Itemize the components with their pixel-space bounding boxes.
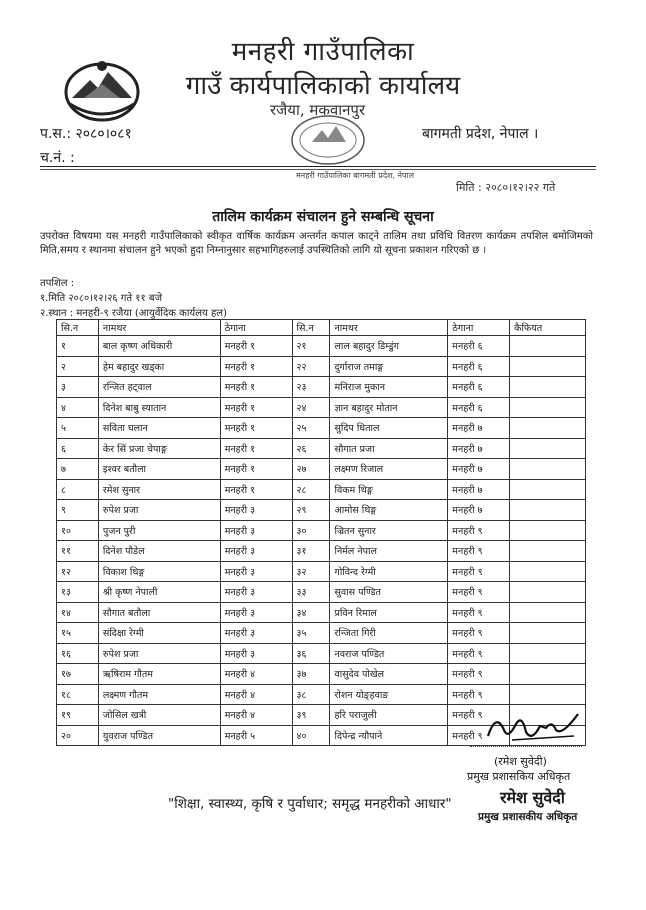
office-stamp-icon [282, 112, 415, 184]
cell-address-2: मनहरी ६ [448, 377, 510, 398]
table-row [57, 684, 586, 705]
cell-serial-2: २८ [292, 479, 330, 500]
cell-address-2: मनहरी ७ [448, 418, 510, 439]
cell-serial: १० [57, 520, 99, 541]
cell-address-2: मनहरी ९ [448, 561, 510, 582]
cell-address-2: मनहरी ९ [448, 684, 510, 705]
cell-address-2: मनहरी ६ [448, 356, 510, 377]
cell-name: सौगात बतौला [98, 602, 220, 623]
cell-name-2: दिपेन्द्र न्यौपाने [330, 725, 448, 746]
cell-serial-2: ३० [292, 520, 330, 541]
cell-name-2: निर्मल नेपाल [330, 541, 448, 562]
dispatch-number: च.नं. : [40, 150, 75, 166]
notice-title: तालिम कार्यक्रम संचालन हुने सम्बन्धि सूचना [212, 209, 434, 225]
cell-address-2: मनहरी ९ [448, 602, 510, 623]
cell-serial: ८ [57, 479, 99, 500]
cell-remarks [510, 500, 586, 521]
cell-address-2: मनहरी ६ [448, 336, 510, 357]
table-row [57, 418, 586, 439]
cell-serial: १५ [57, 623, 99, 644]
cell-address: मनहरी ३ [220, 520, 292, 541]
cell-address-2: मनहरी ६ [448, 397, 510, 418]
cell-serial-2: २९ [292, 500, 330, 521]
cell-serial-2: ३८ [292, 684, 330, 705]
cell-serial: ७ [57, 459, 99, 480]
header-address-2: ठेगाना [448, 320, 510, 336]
signature-line [470, 746, 582, 747]
table-row [57, 582, 586, 603]
cell-remarks [510, 520, 586, 541]
cell-remarks [510, 541, 586, 562]
cell-serial-2: २१ [292, 336, 330, 357]
municipality-motto: "शिक्षा, स्वास्थ्य, कृषि र पुर्वाधार; समृद्ध मनहरीको आधार" [168, 796, 452, 812]
cell-name: रुपेश प्रजा [98, 500, 220, 521]
table-row [57, 664, 586, 685]
cell-address: मनहरी १ [220, 377, 292, 398]
cell-address-2: मनहरी ९ [448, 643, 510, 664]
table-row [57, 397, 586, 418]
signatory-name: (रमेश सुवेदी) [494, 755, 547, 768]
cell-address-2: मनहरी ७ [448, 479, 510, 500]
cell-address: मनहरी ३ [220, 561, 292, 582]
cell-name: लक्ष्मण गौतम [98, 684, 220, 705]
cell-address-2: मनहरी ७ [448, 459, 510, 480]
cell-serial: १ [57, 336, 99, 357]
cell-serial: २ [57, 356, 99, 377]
cell-remarks [510, 479, 586, 500]
office-location: रजैया, मकवानपुर [270, 101, 366, 119]
cell-address: मनहरी ३ [220, 541, 292, 562]
cell-name-2: रन्जिता गिरी [330, 623, 448, 644]
cell-address-2: मनहरी ९ [448, 520, 510, 541]
cell-name: युवराज पण्डित [98, 725, 220, 746]
notice-body: उपरोक्त विषयमा यस मनहरी गाउँपालिकाको स्वीकृत वार्षिक कार्यक्रम अन्तर्गत कपाल काट्ने तालिम तथा प्रविधि वितरण कार्यक्रम तपशिल बमोजिमको मिति,समय र स्थानमा संचालन हुने भएको हुदा निम्नानुसार सहभागिहरुलाई उपस्थितिको लागि यो सूचना प्रकाशन गरिएको छ । [40, 231, 593, 256]
header-serial-2: सि.न [292, 320, 330, 336]
table-row [57, 500, 586, 521]
cell-address-2: मनहरी ७ [448, 500, 510, 521]
cell-name-2: मनिराज मुकान [330, 377, 448, 398]
cell-name: श्री कृष्ण नेपाली [98, 582, 220, 603]
cell-address-2: मनहरी ९ [448, 582, 510, 603]
stamp-text: मनहरी गाउँपालिका बागमती प्रदेश, नेपाल [296, 171, 415, 180]
cell-serial-2: २७ [292, 459, 330, 480]
table-row [57, 561, 586, 582]
cell-remarks [510, 561, 586, 582]
reference-number: प.स.: २०८०।०८१ [40, 126, 132, 142]
cell-name: जोसिल खत्री [98, 705, 220, 726]
table-row [57, 459, 586, 480]
cell-remarks [510, 684, 586, 705]
cell-name-2: ज्रितन सुनार [330, 520, 448, 541]
cell-name: रमेश सुनार [98, 479, 220, 500]
cell-remarks [510, 336, 586, 357]
cell-remarks [510, 582, 586, 603]
cell-serial: १८ [57, 684, 99, 705]
cell-serial: ४ [57, 397, 99, 418]
cell-name-2: आमोस थिङ्ग [330, 500, 448, 521]
cell-name: केर सिं प्रजा चेपाङ्ग [98, 438, 220, 459]
cell-name-2: हरि पराजुली [330, 705, 448, 726]
cell-serial-2: २३ [292, 377, 330, 398]
cell-name: दिनेश बाबु स्यातान [98, 397, 220, 418]
table-row [57, 602, 586, 623]
notice-date: मिति : २०८०।१२।२२ गते [456, 181, 556, 194]
participant-table [56, 319, 586, 746]
cell-serial: ९ [57, 500, 99, 521]
cell-serial: १६ [57, 643, 99, 664]
cell-address: मनहरी १ [220, 418, 292, 439]
training-venue: २.स्थान : मनहरी-९ रजैया (आयुर्वेदिक कार्यलय हल) [40, 308, 227, 319]
cell-remarks [510, 418, 586, 439]
cell-address: मनहरी १ [220, 479, 292, 500]
cell-address: मनहरी १ [220, 397, 292, 418]
cell-address-2: मनहरी ९ [448, 623, 510, 644]
cell-remarks [510, 356, 586, 377]
cell-name-2: दुर्गाराज तमाङ्ग [330, 356, 448, 377]
cell-serial: १३ [57, 582, 99, 603]
cell-name-2: ज्ञान बहादुर मोतान [330, 397, 448, 418]
cell-serial: १७ [57, 664, 99, 685]
table-row [57, 541, 586, 562]
cell-serial: ५ [57, 418, 99, 439]
table-row [57, 479, 586, 500]
cell-serial-2: ३९ [292, 705, 330, 726]
table-row [57, 623, 586, 644]
stamped-designation: प्रमुख प्रशासकीय अधिकृत [478, 811, 578, 823]
cell-address: मनहरी ४ [220, 684, 292, 705]
office-name: गाउँ कार्यपालिकाको कार्यालय [185, 71, 461, 101]
cell-serial: २० [57, 725, 99, 746]
cell-serial-2: ३६ [292, 643, 330, 664]
table-row [57, 643, 586, 664]
cell-name: बाल कृष्ण अधिकारी [98, 336, 220, 357]
cell-serial: ६ [57, 438, 99, 459]
cell-name: ऋषिराम गौतम [98, 664, 220, 685]
cell-name-2: गोविन्द रेग्मी [330, 561, 448, 582]
details-label: तपशिल : [40, 278, 75, 289]
cell-serial-2: ४० [292, 725, 330, 746]
cell-name-2: विकम थिङ्ग [330, 479, 448, 500]
province-address: बागमती प्रदेश, नेपाल । [422, 126, 539, 142]
cell-serial: ३ [57, 377, 99, 398]
header-divider [40, 166, 596, 167]
table-row [57, 336, 586, 357]
cell-address: मनहरी ५ [220, 725, 292, 746]
table-row [57, 438, 586, 459]
cell-name-2: प्रविन रिमाल [330, 602, 448, 623]
cell-address-2: मनहरी ९ [448, 664, 510, 685]
table-row [57, 520, 586, 541]
header-address: ठेगाना [220, 320, 292, 336]
cell-serial-2: ३७ [292, 664, 330, 685]
cell-name: इश्वर बतौला [98, 459, 220, 480]
cell-address: मनहरी ३ [220, 643, 292, 664]
cell-serial: १२ [57, 561, 99, 582]
header-remarks: कैफियत [510, 320, 586, 336]
cell-address: मनहरी १ [220, 438, 292, 459]
cell-remarks [510, 623, 586, 644]
header-name: नामथर [98, 320, 220, 336]
header-divider-secondary [40, 169, 596, 170]
cell-serial: १४ [57, 602, 99, 623]
cell-remarks [510, 664, 586, 685]
cell-address-2: मनहरी ७ [448, 438, 510, 459]
municipality-name: मनहरी गाउँपालिका [231, 37, 415, 67]
cell-address: मनहरी ४ [220, 705, 292, 726]
cell-name: रन्जित हट्वाल [98, 377, 220, 398]
cell-serial-2: ३४ [292, 602, 330, 623]
cell-serial-2: २५ [292, 418, 330, 439]
cell-address: मनहरी ३ [220, 582, 292, 603]
cell-name: सविता घलान [98, 418, 220, 439]
cell-address: मनहरी १ [220, 336, 292, 357]
cell-name-2: सौगात प्रजा [330, 438, 448, 459]
table-row [57, 356, 586, 377]
cell-serial-2: ३३ [292, 582, 330, 603]
cell-name: हेम बहादुर खड्का [98, 356, 220, 377]
cell-serial-2: ३५ [292, 623, 330, 644]
header-name-2: नामथर [330, 320, 448, 336]
cell-name: दिनेश पौडेल [98, 541, 220, 562]
cell-name: संदिक्षा रेग्मी [98, 623, 220, 644]
cell-name-2: वासुदेव पोखेल [330, 664, 448, 685]
cell-name: विकाश थिङ्ग [98, 561, 220, 582]
cell-remarks [510, 602, 586, 623]
cell-name-2: नवराज पण्डित [330, 643, 448, 664]
cell-name-2: सुवास पण्डित [330, 582, 448, 603]
cell-name-2: लाल बहादुर डिम्डुंग [330, 336, 448, 357]
cell-address: मनहरी ३ [220, 500, 292, 521]
cell-serial: ११ [57, 541, 99, 562]
cell-serial-2: ३१ [292, 541, 330, 562]
cell-address: मनहरी ३ [220, 623, 292, 644]
header-serial: सि.न [57, 320, 99, 336]
cell-remarks [510, 459, 586, 480]
cell-address-2: मनहरी ९ [448, 541, 510, 562]
cell-serial-2: २४ [292, 397, 330, 418]
signatory-designation: प्रमुख प्रशासकिय अधिकृत [467, 770, 571, 783]
cell-name-2: सुदिप धिताल [330, 418, 448, 439]
cell-address: मनहरी १ [220, 356, 292, 377]
cell-name: पुजन पुरी [98, 520, 220, 541]
cell-address-2: मनहरी ९ [448, 725, 510, 746]
cell-serial: १९ [57, 705, 99, 726]
cell-address: मनहरी ४ [220, 664, 292, 685]
cell-serial-2: २६ [292, 438, 330, 459]
stamped-name: रमेश सुवेदी [500, 788, 565, 807]
cell-remarks [510, 643, 586, 664]
cell-serial-2: २२ [292, 356, 330, 377]
cell-address: मनहरी ३ [220, 602, 292, 623]
cell-remarks [510, 438, 586, 459]
training-datetime: १.मिति २०८०।१२।२६ गते ११ बजे [40, 293, 162, 304]
table-row [57, 377, 586, 398]
cell-address-2: मनहरी ९ [448, 705, 510, 726]
cell-name-2: लक्ष्मण रिजाल [330, 459, 448, 480]
cell-serial-2: ३२ [292, 561, 330, 582]
signature-icon [482, 706, 582, 748]
cell-address: मनहरी १ [220, 459, 292, 480]
cell-remarks [510, 377, 586, 398]
table-header-row [57, 320, 586, 336]
cell-name: रुपेश प्रजा [98, 643, 220, 664]
cell-remarks [510, 397, 586, 418]
cell-name-2: रोशन योङ्हवाङ [330, 684, 448, 705]
